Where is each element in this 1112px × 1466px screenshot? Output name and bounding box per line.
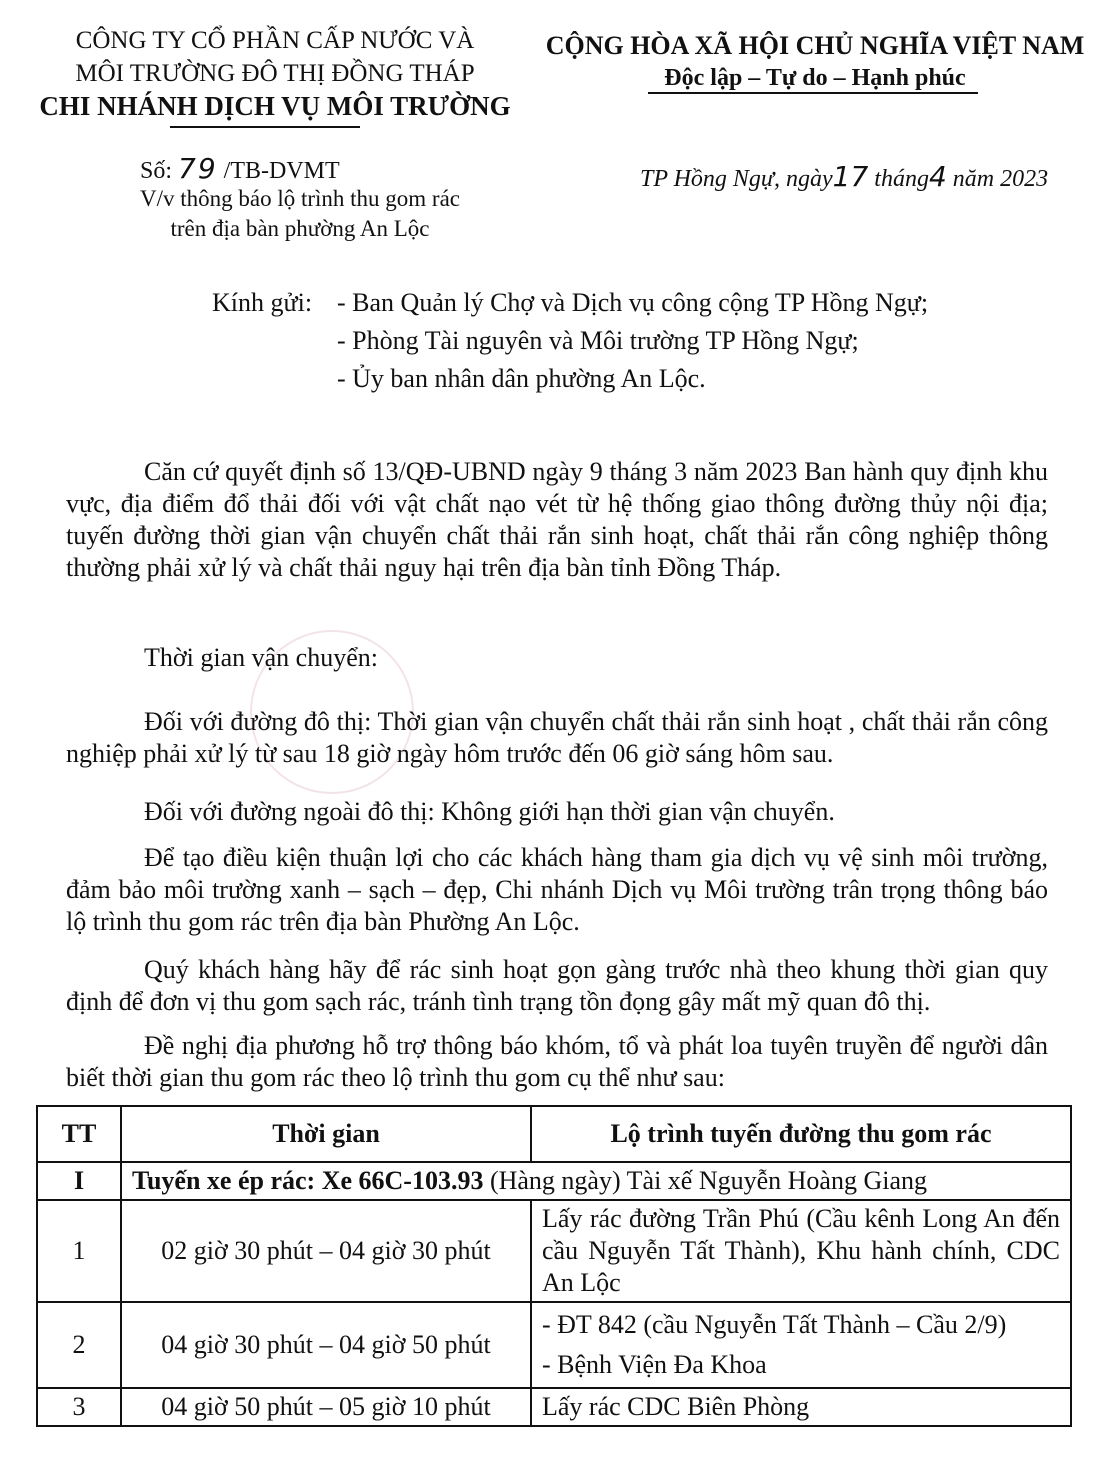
subject-line-2: trên địa bàn phường An Lộc [170,216,430,241]
motto-underline [648,92,978,94]
paragraph-text: Thời gian vận chuyển: [144,643,378,672]
doc-no-suffix: /TB-DVMT [223,158,340,184]
body-paragraph-notice [66,842,1048,938]
paragraph-text: Để tạo điều kiện thuận lợi cho các khách hàng tham gia dịch vụ vệ sinh môi trường, đảm bảo môi trường xanh – sạch – đẹp, Chi nhánh Dịch vụ Môi trường trân trọng thông báo lộ trình thu gom rác trên địa bàn Phường An Lộc. [66,843,1048,936]
body-paragraph-customer-request [66,954,1048,1018]
table-header-row [37,1106,1071,1162]
date-month-label: tháng [874,166,929,192]
paragraph-text: Đối với đường đô thị: Thời gian vận chuyển chất thải rắn sinh hoạt , chất thải rắn công nghiệp phải xử lý từ sau 18 giờ ngày hôm trước đến 06 giờ sáng hôm sau. [66,707,1048,768]
date-suffix: năm 2023 [952,166,1049,192]
org-underline [170,126,360,128]
date-month-handwritten: 4 [928,160,947,193]
recipient-item: - Ủy ban nhân dân phường An Lộc. [337,364,706,393]
paragraph-text: Đề nghị địa phương hỗ trợ thông báo khóm, tổ và phát loa tuyên truyền để người dân biết thời gian thu gom rác theo lộ trình thu gom cụ thể như sau: [66,1031,1048,1092]
nation-title: CỘNG HÒA XÃ HỘI CHỦ NGHĨA VIỆT NAM [545,31,1085,60]
row-route: Lấy rác CDC Biên Phòng [531,1388,1071,1426]
row-no: 3 [37,1388,121,1426]
org-line-3: CHI NHÁNH DỊCH VỤ MÔI TRƯỜNG [39,91,511,121]
collection-route-table [36,1105,1072,1427]
group-no: I [37,1162,121,1200]
row-no: 2 [37,1302,121,1388]
recipients-label: Kính gửi: [212,288,313,317]
row-time: 04 giờ 50 phút – 05 giờ 10 phút [121,1388,531,1426]
group-title-bold: Tuyến xe ép rác: Xe 66C-103.93 [132,1166,484,1195]
body-paragraph-urban-roads [66,706,1048,770]
group-title [121,1162,1071,1200]
table-row [37,1302,1071,1388]
paragraph-text: Đối với đường ngoài đô thị: Không giới hạn thời gian vận chuyển. [144,797,835,826]
recipient-item: - Ban Quản lý Chợ và Dịch vụ công cộng TP Hồng Ngự; [337,288,929,317]
row-route: Lấy rác đường Trần Phú (Cầu kênh Long An đến cầu Nguyễn Tất Thành), Khu hành chính, CDC An Lộc [531,1200,1071,1302]
org-line-1: CÔNG TY CỔ PHẦN CẤP NƯỚC VÀ [75,27,475,54]
recipient-item: - Phòng Tài nguyên và Môi trường TP Hồng Ngự; [337,326,859,355]
table-group-row [37,1162,1071,1200]
row-no: 1 [37,1200,121,1302]
row-time: 04 giờ 30 phút – 04 giờ 50 phút [121,1302,531,1388]
paragraph-text: Căn cứ quyết định số 13/QĐ-UBND ngày 9 tháng 3 năm 2023 Ban hành quy định khu vực, địa điểm đổ thải đối với vật chất nạo vét từ hệ thống giao thông đường thủy nội địa; tuyến đường thời gian vận chuyển chất thải rắn sinh hoạt, chất thải rắn công nghiệp thông thường phải xử lý và chất thải nguy hại trên địa bàn tỉnh Đồng Tháp. [66,457,1048,582]
document-subject [70,184,530,244]
table-row [37,1200,1071,1302]
doc-no-handwritten: 79 [178,152,218,185]
organization-block [20,24,530,123]
route-line: - ĐT 842 (cầu Nguyễn Tất Thành – Cầu 2/9) [542,1310,1007,1339]
body-paragraph-transport-time [66,642,1048,674]
header-no: TT [37,1106,121,1162]
route-line: - Bệnh Viện Đa Khoa [542,1350,767,1379]
subject-line-1: V/v thông báo lộ trình thu gom rác [139,186,461,211]
date-day-handwritten: 17 [832,160,869,193]
body-paragraph-nonurban-roads [66,796,1048,828]
date-prefix: TP Hồng Ngự, ngày [640,166,833,192]
document-number [140,152,340,185]
nation-motto: Độc lập – Tự do – Hạnh phúc [664,65,966,91]
body-paragraph-legal-basis [66,456,1048,584]
row-time: 02 giờ 30 phút – 04 giờ 30 phút [121,1200,531,1302]
row-route [531,1302,1071,1388]
paragraph-text: Quý khách hàng hãy để rác sinh hoạt gọn gàng trước nhà theo khung thời gian quy định để đơn vị thu gom sạch rác, tránh tình trạng tồn đọng gây mất mỹ quan đô thị. [66,955,1048,1016]
table-row [37,1388,1071,1426]
body-paragraph-local-support [66,1030,1048,1094]
recipients-block [212,284,928,398]
date-line [640,160,1048,193]
group-title-rest: (Hàng ngày) Tài xế Nguyễn Hoàng Giang [483,1166,928,1195]
doc-no-prefix: Số: [140,158,173,184]
nation-block [520,30,1110,94]
header-route: Lộ trình tuyến đường thu gom rác [531,1106,1071,1162]
org-line-2: MÔI TRƯỜNG ĐÔ THỊ ĐỒNG THÁP [75,60,475,87]
header-time: Thời gian [121,1106,531,1162]
